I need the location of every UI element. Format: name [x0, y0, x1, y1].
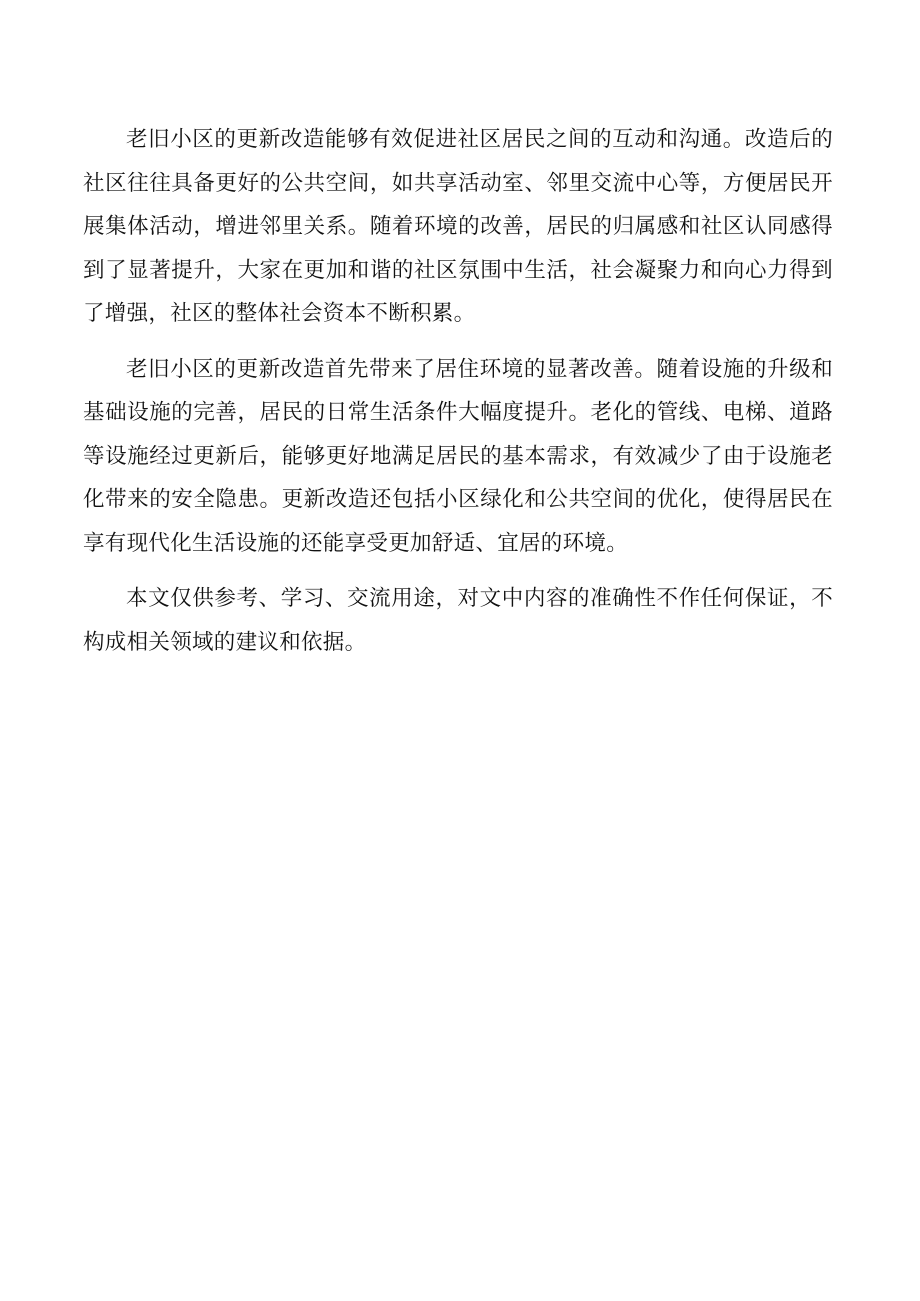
document-body: [83, 118, 833, 676]
paragraph-community-interaction: 老旧小区的更新改造能够有效促进社区居民之间的互动和沟通。改造后的社区往往具备更好的公共空间，如共享活动室、邻里交流中心等，方便居民开展集体活动，增进邻里关系。随着环境的改善，居民的归属感和社区认同感得到了显著提升，大家在更加和谐的社区氛围中生活，社会凝聚力和向心力得到了增强，社区的整体社会资本不断积累。: [83, 127, 833, 326]
paragraph-disclaimer: 本文仅供参考、学习、交流用途，对文中内容的准确性不作任何保证，不构成相关领域的建议和依据。: [83, 586, 833, 655]
paragraph-living-environment: 老旧小区的更新改造首先带来了居住环境的显著改善。随着设施的升级和基础设施的完善，居民的日常生活条件大幅度提升。老化的管线、电梯、道路等设施经过更新后，能够更好地满足居民的基本需求，有效减少了由于设施老化带来的安全隐患。更新改造还包括小区绿化和公共空间的优化，使得居民在享有现代化生活设施的还能享受更加舒适、宜居的环境。: [83, 356, 833, 556]
